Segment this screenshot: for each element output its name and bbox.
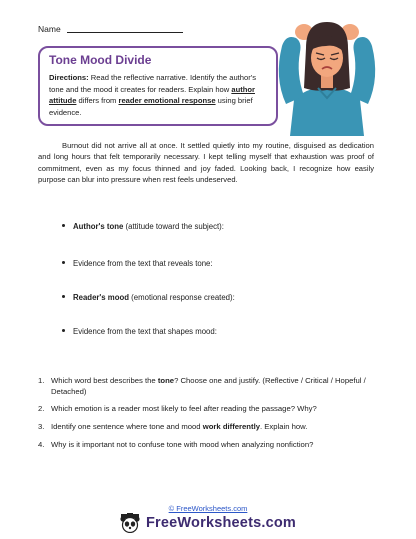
stressed-woman-illustration xyxy=(268,8,386,136)
question-emphasis: work differently xyxy=(202,422,260,431)
bullet-dot xyxy=(62,224,65,227)
question-emphasis: tone xyxy=(157,376,175,385)
bullet-label: Reader's mood xyxy=(73,293,130,302)
question-text-c: . Explain how. xyxy=(259,422,308,431)
bullet-dot xyxy=(62,329,65,332)
header-box xyxy=(38,46,278,126)
bullet-label: Author's tone xyxy=(73,222,124,231)
directions-emphasis-author: author attitude xyxy=(49,84,255,106)
reading-passage: Burnout did not arrive all at once. It settled quietly into my routine, disguised as dedication and long hours that felt temporarily necessary. I kept telling myself that exhaustion was proof of commitment, even as my focus thinned and joy faded. Looking back, I recognize how easily purpose can blur into pressure when rest feels undeserved. xyxy=(38,141,374,185)
bullet-dot xyxy=(62,261,65,264)
bullet-readers-mood xyxy=(62,293,235,302)
bullet-authors-tone xyxy=(62,222,224,231)
question-3 xyxy=(38,421,378,432)
directions-part2: differs from xyxy=(76,96,119,106)
name-row xyxy=(38,24,183,34)
worksheet-title: Tone Mood Divide xyxy=(49,53,152,67)
question-1 xyxy=(38,375,378,397)
footer-copyright-link[interactable]: © FreeWorksheets.com xyxy=(168,504,248,513)
question-text-a: Which word best describes the xyxy=(51,376,158,385)
panda-icon xyxy=(118,513,142,533)
directions-emphasis-reader: reader emotional response xyxy=(118,96,216,106)
bullet-text: (emotional response created): xyxy=(129,293,235,302)
bullet-tone-evidence xyxy=(62,259,213,268)
question-number: 1. xyxy=(38,376,45,385)
question-4 xyxy=(38,439,378,450)
bullet-mood-evidence xyxy=(62,327,217,336)
question-text xyxy=(51,375,373,397)
bullet-text: Evidence from the text that reveals tone: xyxy=(73,259,213,268)
directions-label: Directions: xyxy=(49,73,89,82)
name-line[interactable] xyxy=(67,24,183,33)
directions-part3: using brief evidence. xyxy=(49,96,253,117)
bullet-text: (attitude toward the subject): xyxy=(123,222,224,231)
name-label: Name xyxy=(38,24,61,34)
question-text: Why is it important not to confuse tone with mood when analyzing nonfiction? xyxy=(51,440,314,449)
question-text-c: ? Choose one and justify. (Reflective / Critical / Hopeful / Detached) xyxy=(51,376,366,396)
question-text: Which emotion is a reader most likely to feel after reading the passage? Why? xyxy=(51,404,317,413)
question-number: 2. xyxy=(38,404,45,413)
directions-part1: Read the reflective narrative. Identify the author's tone and the mood it creates for readers. Explain how xyxy=(49,73,257,94)
directions-text xyxy=(49,72,271,118)
logo-text: FreeWorksheets.com xyxy=(146,515,297,531)
question-number: 3. xyxy=(38,422,45,431)
question-text-a: Identify one sentence where tone and mood xyxy=(51,422,203,431)
question-text xyxy=(51,421,373,432)
bullet-dot xyxy=(62,295,65,298)
question-number: 4. xyxy=(38,440,45,449)
question-2 xyxy=(38,403,378,414)
bullet-text: Evidence from the text that shapes mood: xyxy=(73,327,217,336)
